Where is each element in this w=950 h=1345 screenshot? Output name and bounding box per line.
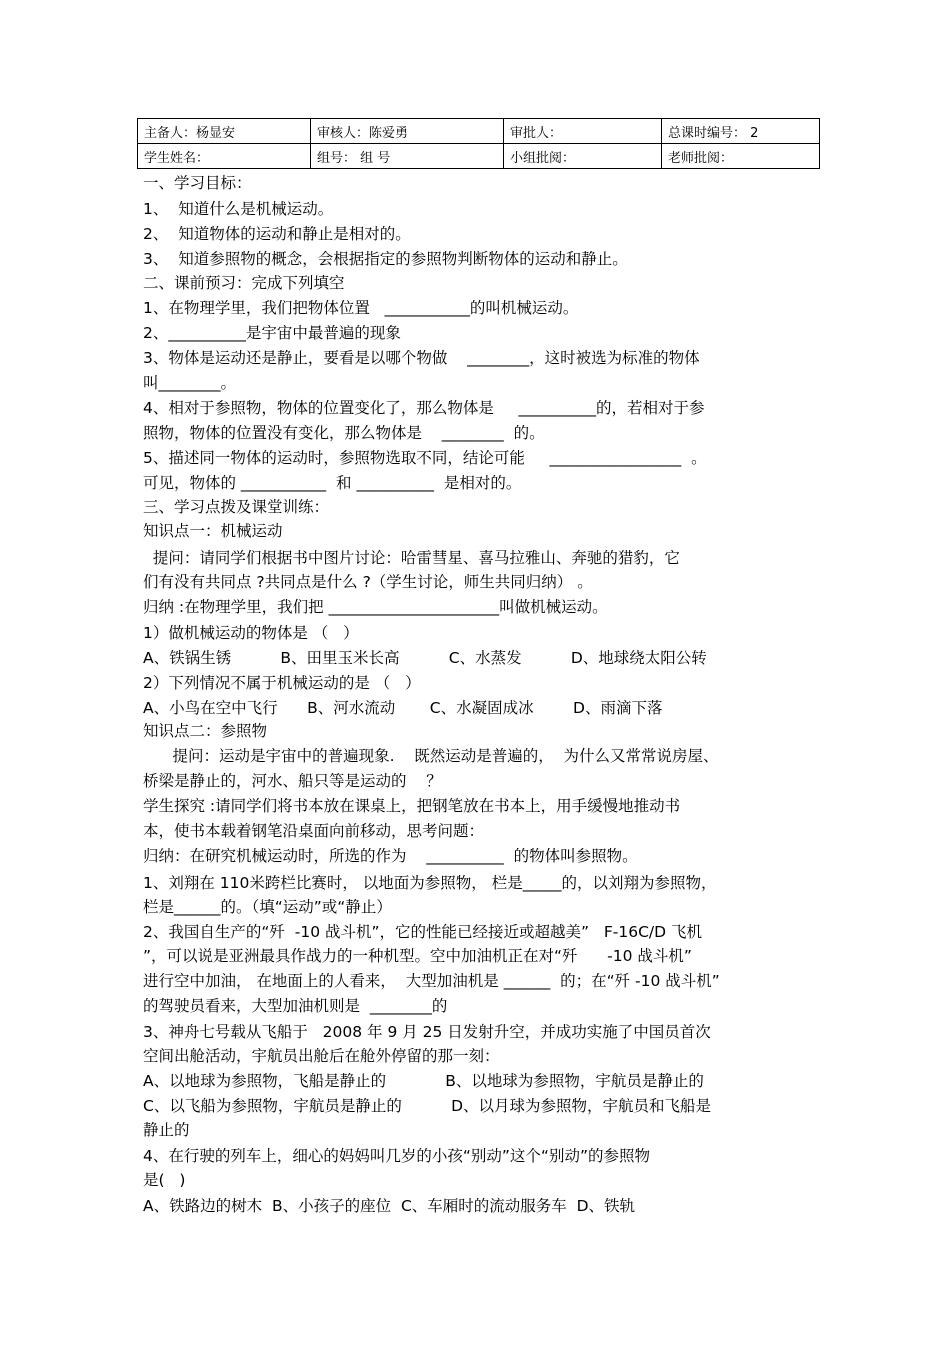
group-number-cell: 组号： 组 号 bbox=[311, 144, 504, 169]
text-line: 照物，物体的位置没有变化，那么物体是 ________ 的。 bbox=[143, 424, 545, 442]
text-line: 3、物体是运动还是静止，要看是以哪个物做 ________，这时被选为标准的物体 bbox=[143, 349, 700, 367]
teacher-review-cell: 老师批阅： bbox=[662, 144, 820, 169]
knowledge-point-heading: 知识点一：机械运动 bbox=[143, 522, 283, 540]
group-review-cell: 小组批阅： bbox=[504, 144, 662, 169]
lesson-number-cell: 总课时编号： 2 bbox=[662, 119, 820, 144]
text-line: 5、描述同一物体的运动时，参照物选取不同，结论可能 _________________ 。 bbox=[143, 449, 707, 467]
text-line: 可见，物体的 ___________ 和 __________ 是相对的。 bbox=[143, 474, 522, 492]
text-line: 本，使书本载着钢笔沿桌面向前移动，思考问题： bbox=[143, 822, 485, 840]
text-line: 2、__________是宇宙中最普遍的现象 bbox=[143, 324, 401, 342]
question-line: 1）做机械运动的物体是 （ ） bbox=[143, 624, 359, 642]
question-line: 1、刘翔在 110米跨栏比赛时， 以地面为参照物， 栏是_____的，以刘翔为参照物， bbox=[143, 874, 717, 892]
knowledge-point-heading: 知识点二：参照物 bbox=[143, 722, 268, 740]
section-heading: 二、课前预习：完成下列填空 bbox=[143, 274, 345, 292]
question-line: 是( ) bbox=[143, 1171, 186, 1189]
text-line: 提问：运动是宇宙中的普遍现象. 既然运动是普遍的， 为什么又常常说房屋、 bbox=[143, 747, 719, 765]
objective-line: 2、 知道物体的运动和静止是相对的。 bbox=[143, 225, 411, 243]
section-heading: 三、学习点拨及课堂训练： bbox=[143, 498, 330, 516]
options-line: A、小鸟在空中飞行 B、河水流动 C、水凝固成冰 D、雨滴下落 bbox=[143, 699, 663, 717]
text-line: 1、在物理学里，我们把物体位置 ___________的叫机械运动。 bbox=[143, 299, 579, 317]
options-line: A、铁锅生锈 B、田里玉米长高 C、水蒸发 D、地球绕太阳公转 bbox=[143, 649, 707, 667]
text-line: 叫________。 bbox=[143, 374, 237, 392]
text-line: 归纳 :在物理学里，我们把 ______________________叫做机械运动。 bbox=[143, 598, 608, 616]
question-line: 的驾驶员看来，大型加油机则是 ________的 bbox=[143, 997, 448, 1015]
question-line: 进行空中加油， 在地面上的人看来， 大型加油机是 ______ 的；在“歼 -10 战斗机” bbox=[143, 972, 720, 990]
question-line: 3、神舟七号载从飞船于 2008 年 9 月 25 日发射升空，并成功实施了中国员首次 bbox=[143, 1023, 711, 1041]
reviewer-cell: 审核人：陈爱勇 bbox=[311, 119, 504, 144]
text-line: 归纳：在研究机械运动时，所选的作为 __________ 的物体叫参照物。 bbox=[143, 847, 638, 865]
text-line: 桥梁是静止的，河水、船只等是运动的 ？ bbox=[143, 772, 442, 790]
options-line: 静止的 bbox=[143, 1121, 190, 1139]
question-line: 2、我国自生产的“歼 -10 战斗机”，它的性能已经接近或超越美” F-16C/D 飞机 bbox=[143, 923, 702, 941]
text-line: 4、相对于参照物，物体的位置变化了，那么物体是 __________的，若相对于参 bbox=[143, 399, 705, 417]
question-line: ”，可以说是亚洲最具作战力的一种机型。空中加油机正在对“歼 -10 战斗机” bbox=[143, 947, 692, 965]
section-heading: 一、学习目标： bbox=[143, 174, 252, 192]
options-line: A、以地球为参照物，飞船是静止的 B、以地球为参照物，宇航员是静止的 bbox=[143, 1072, 704, 1090]
header-table bbox=[137, 118, 820, 169]
question-line: 2）下列情况不属于机械运动的是 （ ） bbox=[143, 674, 421, 692]
text-line: 们有没有共同点 ?共同点是什么 ?（学生讨论，师生共同归纳） 。 bbox=[143, 573, 593, 591]
preparer-cell: 主备人：杨显安 bbox=[138, 119, 311, 144]
objective-line: 3、 知道参照物的概念，会根据指定的参照物判断物体的运动和静止。 bbox=[143, 250, 628, 268]
question-line: 4、在行驶的列车上，细心的妈妈叫几岁的小孩“别动”这个“别动”的参照物 bbox=[143, 1147, 650, 1165]
options-line: A、铁路边的树木 B、小孩子的座位 C、车厢时的流动服务车 D、铁轨 bbox=[143, 1197, 636, 1215]
options-line: C、以飞船为参照物，宇航员是静止的 D、以月球为参照物，宇航员和飞船是 bbox=[143, 1097, 712, 1115]
question-line: 栏是______的。（填“运动”或“静止） bbox=[143, 898, 392, 916]
student-name-cell: 学生姓名： bbox=[138, 144, 311, 169]
objective-line: 1、 知道什么是机械运动。 bbox=[143, 200, 334, 218]
header-row bbox=[138, 119, 820, 144]
approver-cell: 审批人： bbox=[504, 119, 662, 144]
question-line: 空间出舱活动，宇航员出舱后在舱外停留的那一刻： bbox=[143, 1047, 500, 1065]
text-line: 提问：请同学们根据书中图片讨论：哈雷彗星、喜马拉雅山、奔驰的猎豹，它 bbox=[143, 549, 680, 567]
header-row bbox=[138, 144, 820, 169]
text-line: 学生探究 :请同学们将书本放在课桌上，把钢笔放在书本上，用手缓慢地推动书 bbox=[143, 797, 681, 815]
